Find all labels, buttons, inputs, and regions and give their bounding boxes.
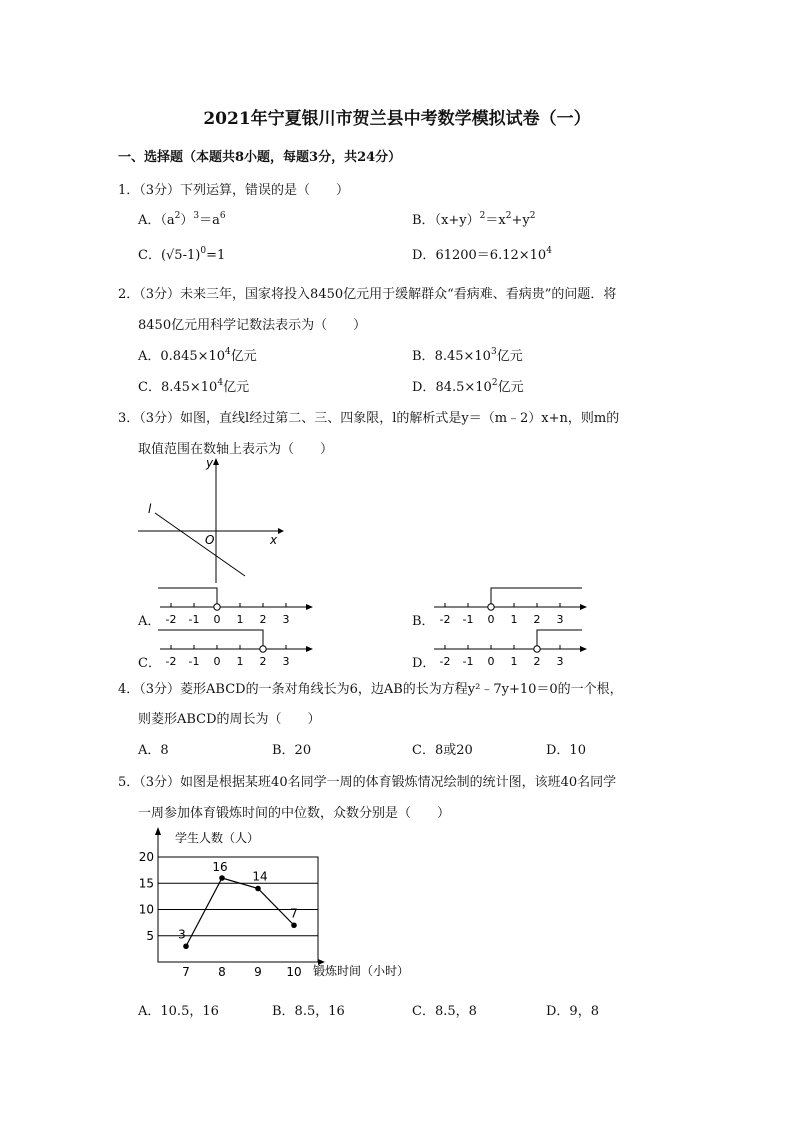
- chart-point: [219, 875, 225, 881]
- solution-ray: [491, 588, 582, 603]
- number-line-tick-label: 0: [213, 613, 221, 626]
- q4-stem-line1: 4．（3分）菱形ABCD的一条对角线长为6，边AB的长为方程y²﹣7y+10＝0的一个根，: [118, 682, 623, 697]
- number-line-arrow-icon: [306, 604, 313, 610]
- chart-x-tick-label: 9: [254, 965, 262, 979]
- number-line-tick-label: 3: [556, 613, 564, 626]
- line-l: [155, 513, 245, 576]
- chart-y-tick-label: 10: [138, 902, 154, 917]
- number-line-tick-label: 1: [236, 655, 244, 668]
- chart-data-label: 14: [252, 869, 268, 884]
- q1-option-b[interactable]: B．$(x+y)^2=x^2+y^2$: [412, 210, 536, 228]
- chart-data-label: 16: [212, 860, 228, 874]
- number-line: [158, 622, 328, 672]
- chart-y-tick-label: 5: [146, 928, 154, 943]
- q4-stem-line2: 则菱形ABCD的周长为（ ）: [138, 712, 321, 727]
- q3-coordinate-graph: [130, 455, 290, 585]
- chart-data-label: 3: [178, 927, 186, 942]
- q4-option-a[interactable]: A．8: [138, 743, 169, 758]
- y-axis-label: y: [206, 456, 214, 470]
- chart-point: [183, 943, 189, 949]
- number-line-tick-label: 0: [487, 613, 495, 626]
- q3-stem-line2: 取值范围在数轴上表示为（ ）: [138, 442, 334, 457]
- number-line-arrow-icon: [580, 604, 587, 610]
- q3-option-label: A．: [138, 614, 161, 629]
- number-line: [432, 622, 602, 672]
- line-l-label: l: [148, 502, 152, 516]
- number-line-tick-label: 1: [236, 613, 244, 626]
- chart-x-tick-label: 8: [218, 965, 226, 979]
- q3-option-label: C．: [138, 656, 161, 671]
- number-line-tick-label: 1: [510, 613, 518, 626]
- q2-option-b[interactable]: B．$8.45\times 10^3$亿元: [412, 346, 523, 364]
- chart-x-tick-label: 7: [182, 965, 190, 979]
- q5-option-b[interactable]: B．8.5，16: [272, 1004, 345, 1019]
- q5-option-a[interactable]: A．10.5，16: [138, 1004, 219, 1019]
- q5-stem-line2: 一周参加体育锻炼时间的中位数，众数分别是（ ）: [138, 806, 451, 821]
- q1-stem: 1．（3分）下列运算，错误的是（ ）: [118, 183, 350, 198]
- chart-point: [255, 886, 261, 892]
- origin-label: O: [205, 533, 215, 547]
- number-line-tick-label: -2: [165, 655, 177, 668]
- number-line-tick-label: -1: [188, 655, 200, 668]
- q3-option-label: D．: [412, 656, 436, 671]
- solution-ray: [537, 630, 582, 645]
- chart-y-arrow-icon: [155, 827, 161, 835]
- number-line-tick-label: -2: [165, 613, 177, 626]
- number-line-tick-label: -1: [462, 655, 474, 668]
- endpoint-circle: [214, 604, 220, 610]
- number-line-tick-label: -2: [439, 613, 451, 626]
- chart-y-tick-label: 20: [138, 850, 154, 864]
- number-line-tick-label: 2: [259, 655, 267, 668]
- chart-y-tick-label: 15: [138, 876, 154, 891]
- number-line-tick-label: 3: [282, 613, 290, 626]
- q5-stem-line1: 5．（3分）如图是根据某班40名同学一周的体育锻炼情况绘制的统计图，该班40名同学: [118, 775, 617, 790]
- q2-option-d[interactable]: D．$84.5\times 10^2$亿元: [412, 377, 524, 395]
- solution-ray: [158, 630, 263, 645]
- q5-line-chart: [125, 822, 435, 982]
- number-line-tick-label: 2: [259, 613, 267, 626]
- q2-stem-line1: 2．（3分）未来三年，国家将投入8450亿元用于缓解群众“看病难、看病贵”的问题．将: [118, 287, 617, 302]
- y-axis-arrow-icon: [213, 458, 219, 465]
- q4-option-b[interactable]: B．20: [272, 743, 312, 758]
- q3-stem-line1: 3．（3分）如图，直线l经过第二、三、四象限，l的解析式是y＝（m﹣2）x+n，则m的: [118, 411, 620, 426]
- number-line-tick-label: 0: [487, 655, 495, 668]
- number-line-tick-label: -1: [462, 613, 474, 626]
- endpoint-circle: [534, 646, 540, 652]
- endpoint-circle: [488, 604, 494, 610]
- q4-option-c[interactable]: C．8或20: [412, 743, 473, 758]
- chart-x-tick-label: 10: [286, 965, 302, 979]
- q2-option-a[interactable]: A．$0.845\times 10^4$亿元: [138, 346, 257, 364]
- number-line-tick-label: 1: [510, 655, 518, 668]
- q1-option-a[interactable]: A．$(a^2)^3=a^6$: [138, 210, 226, 228]
- chart-x-label: 锻炼时间（小时）: [313, 964, 410, 978]
- chart-point: [291, 922, 297, 928]
- x-axis-label: x: [270, 533, 278, 547]
- number-line-tick-label: 3: [282, 655, 290, 668]
- q5-option-c[interactable]: C．8.5，8: [412, 1004, 477, 1019]
- number-line-tick-label: -2: [439, 655, 451, 668]
- number-line-tick-label: 2: [533, 655, 541, 668]
- number-line-tick-label: -1: [188, 613, 200, 626]
- section-heading: 一、选择题（本题共8小题，每题3分，共24分）: [118, 150, 402, 165]
- chart-y-label: 学生人数（人）: [175, 831, 260, 845]
- q1-option-c[interactable]: C．$(√5-1)^0=1$: [138, 245, 226, 263]
- q2-stem-line2: 8450亿元用科学记数法表示为（ ）: [138, 318, 367, 333]
- number-line-tick-label: 0: [213, 655, 221, 668]
- number-line-arrow-icon: [580, 646, 587, 652]
- q2-option-c[interactable]: C．$8.45\times 10^4$亿元: [138, 377, 250, 395]
- q3-option-label: B．: [412, 614, 435, 629]
- q4-option-d[interactable]: D．10: [546, 743, 586, 758]
- number-line-tick-label: 2: [533, 613, 541, 626]
- q1-option-d[interactable]: D．$61200=6.12\times 10^4$: [412, 245, 552, 263]
- solution-ray: [158, 588, 217, 603]
- page-title: 2021年宁夏银川市贺兰县中考数学模拟试卷（一）: [203, 109, 591, 129]
- q5-option-d[interactable]: D．9，8: [546, 1004, 599, 1019]
- x-axis-arrow-icon: [278, 528, 284, 534]
- chart-data-label: 7: [290, 906, 298, 921]
- endpoint-circle: [260, 646, 266, 652]
- number-line-tick-label: 3: [556, 655, 564, 668]
- number-line-arrow-icon: [306, 646, 313, 652]
